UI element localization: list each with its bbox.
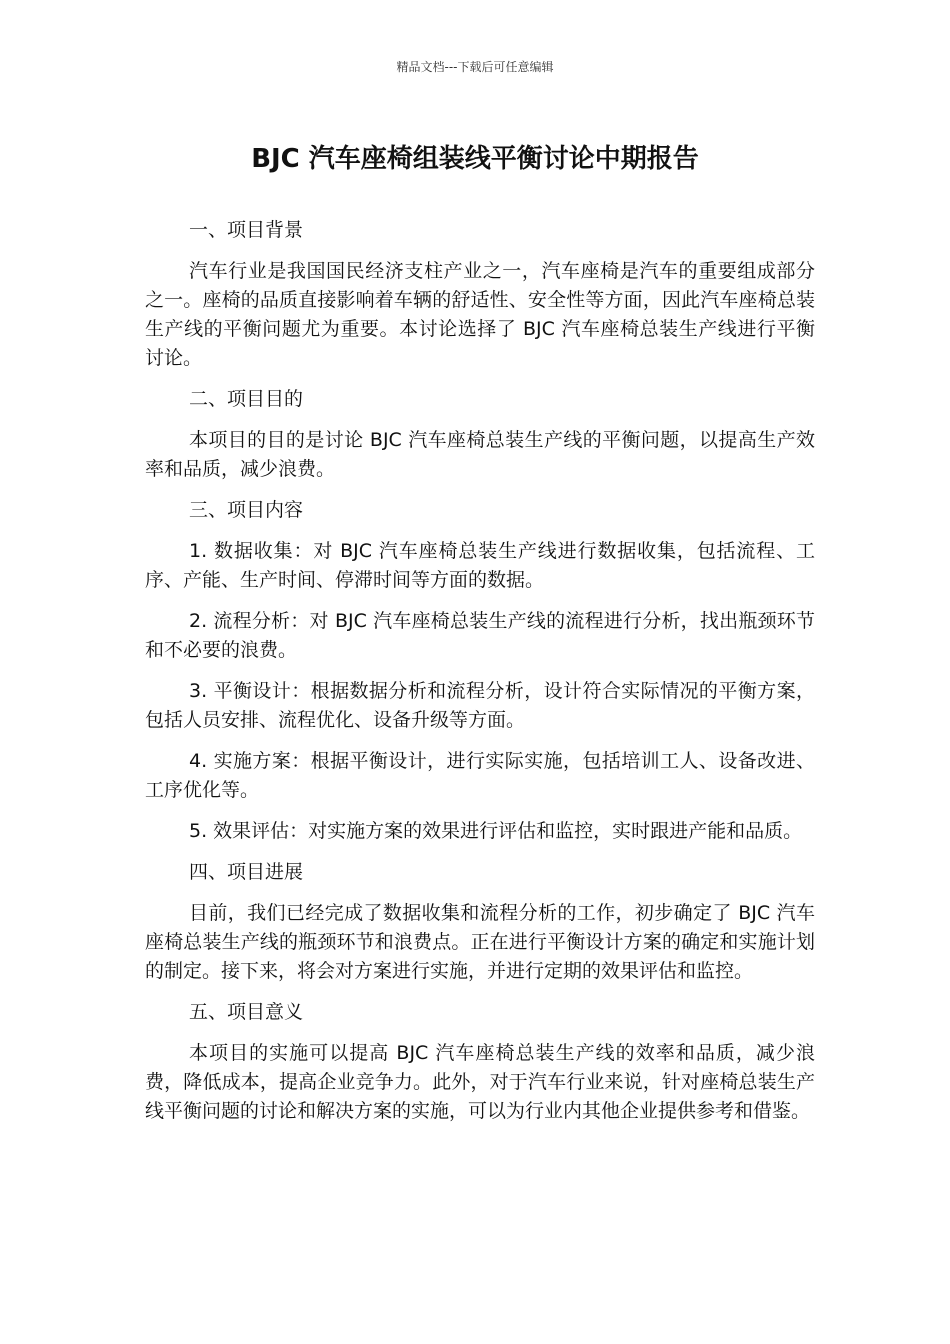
section-heading-purpose: 二、项目目的: [189, 388, 304, 410]
header-note: 精品文档---下载后可任意编辑: [396, 60, 554, 74]
list-item-data-collection: 1. 数据收集：对 BJC 汽车座椅总装生产线进行数据收集，包括流程、工序、产能、生产时间、停滞时间等方面的数据。: [145, 540, 815, 591]
paragraph-purpose: 本项目的目的是讨论 BJC 汽车座椅总装生产线的平衡问题，以提高生产效率和品质，减少浪费。: [145, 429, 815, 480]
section-heading-progress: 四、项目进展: [189, 861, 304, 883]
list-item-evaluation: 5. 效果评估：对实施方案的效果进行评估和监控，实时跟进产能和品质。: [189, 820, 803, 842]
document-body: [145, 216, 815, 1138]
document-title: BJC 汽车座椅组装线平衡讨论中期报告: [251, 144, 699, 174]
paragraph-background: 汽车行业是我国国民经济支柱产业之一，汽车座椅是汽车的重要组成部分之一。座椅的品质直接影响着车辆的舒适性、安全性等方面，因此汽车座椅总装生产线的平衡问题尤为重要。本讨论选择了 BJC 汽车座椅总装生产线进行平衡讨论。: [145, 260, 815, 369]
paragraph-significance: 本项目的实施可以提高 BJC 汽车座椅总装生产线的效率和品质，减少浪费，降低成本，提高企业竞争力。此外，对于汽车行业来说，针对座椅总装生产线平衡问题的讨论和解决方案的实施，可以为行业内其他企业提供参考和借鉴。: [145, 1042, 815, 1122]
section-heading-background: 一、项目背景: [189, 219, 304, 241]
section-heading-significance: 五、项目意义: [189, 1001, 304, 1023]
list-item-implementation: 4. 实施方案：根据平衡设计，进行实际实施，包括培训工人、设备改进、工序优化等。: [145, 750, 815, 801]
list-item-process-analysis: 2. 流程分析：对 BJC 汽车座椅总装生产线的流程进行分析，找出瓶颈环节和不必要的浪费。: [145, 610, 815, 661]
section-heading-content: 三、项目内容: [189, 499, 304, 521]
paragraph-progress: 目前，我们已经完成了数据收集和流程分析的工作，初步确定了 BJC 汽车座椅总装生产线的瓶颈环节和浪费点。正在进行平衡设计方案的确定和实施计划的制定。接下来，将会对方案进行实施，并进行定期的效果评估和监控。: [145, 902, 815, 982]
list-item-balance-design: 3. 平衡设计：根据数据分析和流程分析，设计符合实际情况的平衡方案，包括人员安排、流程优化、设备升级等方面。: [145, 680, 815, 731]
